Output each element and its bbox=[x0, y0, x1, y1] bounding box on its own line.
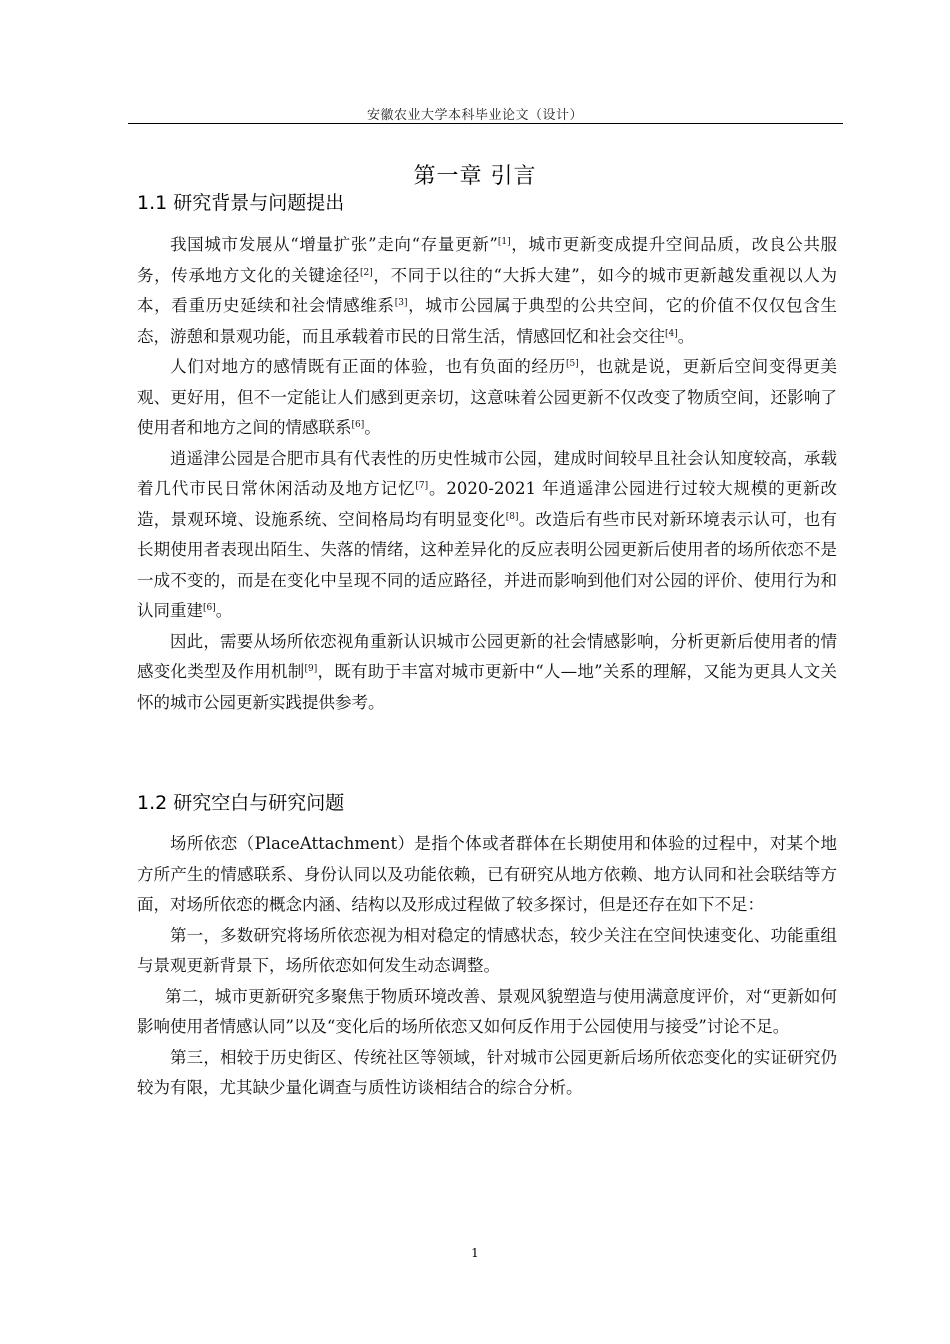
citation-marker: [4] bbox=[665, 328, 678, 339]
citation-marker: [3] bbox=[394, 298, 408, 308]
chapter-title: 第一章 引言 bbox=[413, 163, 537, 189]
paragraph: 第一，多数研究将场所依恋视为相对稳定的情感状态，较少关注在空间快速变化、功能重组与景观更新背景下，场所依恋如何发生动态调整。 bbox=[137, 925, 837, 975]
citation-marker: [7] bbox=[415, 481, 429, 491]
paragraph: 人们对地方的感情既有正面的体验，也有负面的经历[5]，也就是说，更新后空间变得更美观、更好用，但不一定能让人们感到更亲切，这意味着公园更新不仅改变了物质空间，还影响了使用者和地方之间的情感联系[6]。 bbox=[137, 357, 838, 437]
citation-marker: [2] bbox=[360, 267, 373, 278]
citation-marker: [5] bbox=[566, 359, 579, 369]
section-1-2-title: 1.2 研究空白与研究问题 bbox=[137, 792, 345, 814]
citation-marker: [1] bbox=[497, 237, 511, 247]
paragraph: 逍遥津公园是合肥市具有代表性的历史性城市公园，建成时间较早且社会认知度较高，承载着几代市民日常休闲活动及地方记忆[7]。2020-2021 年逍遥津公园进行过较大规模的更新改造，景观环境、设施系统、空间格局均有明显变化[8]。改造后有些市民对新环境表示认可，也有长期使用者表现出陌生、失落的情绪，这种差异化的反应表明公园更新后使用者的场所依恋不是一成不变的，而是在变化中呈现不同的适应路径，并进而影响到他们对公园的评价、使用行为和认同重建[6]。 bbox=[137, 448, 838, 620]
citation-marker: [9] bbox=[304, 664, 318, 674]
paragraph: 第三，相较于历史街区、传统社区等领域，针对城市公园更新后场所依恋变化的实证研究仍较为有限，尤其缺少量化调查与质性访谈相结合的综合分析。 bbox=[137, 1047, 837, 1097]
paragraph: 第二，城市更新研究多聚焦于物质环境改善、景观风貌塑造与使用满意度评价，对“更新如何影响使用者情感认同”以及“变化后的场所依恋又如何反作用于公园使用与接受”讨论不足。 bbox=[137, 986, 837, 1036]
section-1-1-title: 1.1 研究背景与问题提出 bbox=[137, 192, 345, 214]
citation-marker: [6] bbox=[203, 603, 216, 613]
citation-marker: [8] bbox=[505, 511, 519, 522]
paragraph: 场所依恋（PlaceAttachment）是指个体或者群体在长期使用和体验的过程中，对某个地方所产生的情感联系、身份认同以及功能依赖，已有研究从地方依赖、地方认同和社会联结等方面，对场所依恋的概念内涵、结构以及形成过程做了较多探讨，但是还存在如下不足： bbox=[137, 834, 837, 914]
paragraph: 因此，需要从场所依恋视角重新认识城市公园更新的社会情感影响，分析更新后使用者的情感变化类型及作用机制[9]，既有助于丰富对城市更新中“人—地”关系的理解，又能为更具人文关怀的城市公园更新实践提供参考。 bbox=[137, 631, 838, 712]
section-1-2-body bbox=[137, 829, 837, 1104]
page-number: 1 bbox=[471, 1246, 479, 1260]
running-header: 安徽农业大学本科毕业论文（设计） bbox=[366, 108, 583, 123]
paragraph: 我国城市发展从“增量扩张”走向“存量更新”[1]，城市更新变成提升空间品质，改良公共服务，传承地方文化的关键途径[2]，不同于以往的“大拆大建”，如今的城市更新越发重视以人为本，看重历史延续和社会情感维系[3]，城市公园属于典型的公共空间，它的价值不仅仅包含生态，游憩和景观功能，而且承载着市民的日常生活，情感回忆和社会交往[4]。 bbox=[137, 235, 838, 346]
citation-marker: [6] bbox=[351, 420, 365, 430]
section-1-1-body bbox=[137, 230, 837, 718]
header-rule bbox=[128, 123, 843, 124]
